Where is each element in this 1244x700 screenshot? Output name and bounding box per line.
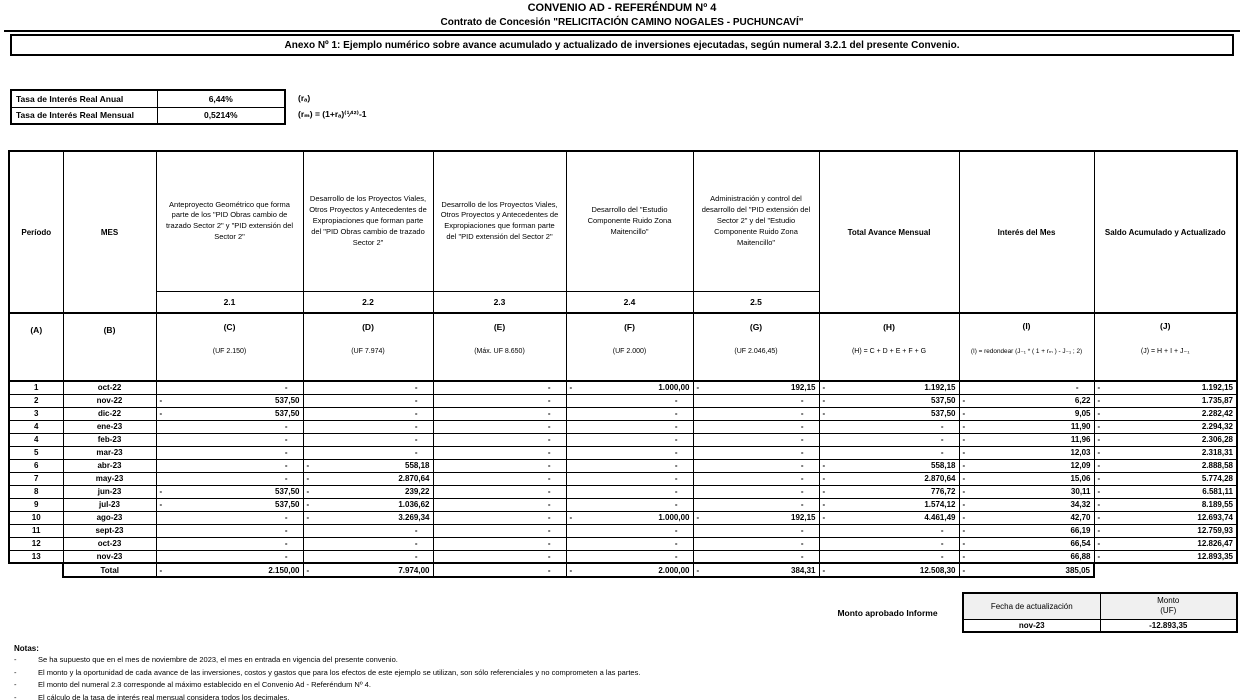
cell-f: - 1.000,00 <box>566 511 693 524</box>
col-header-j: Saldo Acumulado y Actualizado <box>1094 151 1237 313</box>
approved-amount-data-row <box>963 619 1237 632</box>
cell-c: - 537,50 <box>156 485 303 498</box>
table-row <box>9 446 1237 459</box>
col-header-c: Anteproyecto Geométrico que forma parte de los "PID Obras cambio de trazado Sector 2" y "PID extensión del Sector 2" <box>156 151 303 291</box>
cell-c: - <box>156 381 303 394</box>
cell-j: - 2.888,58 <box>1094 459 1237 472</box>
note-text: El monto del numeral 2.3 corresponde al máximo establecido en el Convenio Ad - Referéndum Nº 4. <box>38 680 371 690</box>
cell-mes: ene-23 <box>63 420 156 433</box>
rate-row-annual <box>11 90 285 107</box>
cell-e: - <box>433 511 566 524</box>
cell-j: - 2.318,31 <box>1094 446 1237 459</box>
title-divider <box>4 30 1240 32</box>
cell-i: - 11,90 <box>959 420 1094 433</box>
note-item <box>14 668 1114 677</box>
cell-j: - 8.189,55 <box>1094 498 1237 511</box>
cell-f: - 1.000,00 <box>566 381 693 394</box>
cell-c: - <box>156 537 303 550</box>
rate-symbol-annual: (rₐ) <box>298 92 311 103</box>
cell-e: - <box>433 459 566 472</box>
cell-i: - 11,96 <box>959 433 1094 446</box>
cell-c: - <box>156 472 303 485</box>
cell-h: - <box>819 550 959 563</box>
cell-i: - 66,19 <box>959 524 1094 537</box>
letter-cell-mes: (B) <box>63 313 156 381</box>
cell-d: - 558,18 <box>303 459 433 472</box>
cell-i: - 66,88 <box>959 550 1094 563</box>
cell-g: - <box>693 446 819 459</box>
total-e: - <box>433 563 566 577</box>
rate-label-monthly: Tasa de Interés Real Mensual <box>11 107 157 124</box>
cell-i: - 9,05 <box>959 407 1094 420</box>
cell-c: - <box>156 524 303 537</box>
letter-cell-d: (D) (UF 7.974) <box>303 313 433 381</box>
cell-periodo: 3 <box>9 407 63 420</box>
total-label: Total <box>63 563 156 577</box>
approved-amount-table <box>962 592 1238 633</box>
cell-f: - <box>566 537 693 550</box>
cell-g: - <box>693 524 819 537</box>
cell-f: - <box>566 433 693 446</box>
total-i: - 385,05 <box>959 563 1094 577</box>
cell-j: - 2.294,32 <box>1094 420 1237 433</box>
letter-cell-e: (E) (Máx. UF 8.650) <box>433 313 566 381</box>
cell-periodo: 5 <box>9 446 63 459</box>
interest-rates-table <box>10 89 286 125</box>
rate-row-monthly <box>11 107 285 124</box>
cell-i: - 30,11 <box>959 485 1094 498</box>
cell-e: - <box>433 498 566 511</box>
cell-c: - <box>156 446 303 459</box>
cell-mes: sept-23 <box>63 524 156 537</box>
cell-g: - <box>693 498 819 511</box>
cell-i: - 34,32 <box>959 498 1094 511</box>
cell-periodo: 12 <box>9 537 63 550</box>
cell-i: - 42,70 <box>959 511 1094 524</box>
col-header-g: Administración y control del desarrollo del "PID extensión del Sector 2" y del "Estudio Componente Ruido Zona Maitencillo" <box>693 151 819 291</box>
cell-d: - <box>303 550 433 563</box>
header-row-descriptions <box>9 151 1237 291</box>
cell-g: - <box>693 394 819 407</box>
table-row <box>9 459 1237 472</box>
col-header-i: Interés del Mes <box>959 151 1094 313</box>
letter-cell-h: (H) (H) = C + D + E + F + G <box>819 313 959 381</box>
approved-amount-header-row <box>963 593 1237 619</box>
table-row <box>9 394 1237 407</box>
cell-f: - <box>566 446 693 459</box>
note-text: Se ha supuesto que en el mes de noviembre de 2023, el mes en entrada en vigencia del presente convenio. <box>38 655 398 664</box>
note-bullet: - <box>14 655 17 664</box>
cell-f: - <box>566 459 693 472</box>
cell-h: - 2.870,64 <box>819 472 959 485</box>
note-item <box>14 693 1114 700</box>
table-row <box>9 498 1237 511</box>
cell-h: - 558,18 <box>819 459 959 472</box>
cell-d: - <box>303 433 433 446</box>
cell-mes: nov-23 <box>63 550 156 563</box>
cell-i: - <box>959 381 1094 394</box>
amount-header: Monto (UF) <box>1100 593 1237 619</box>
cell-c: - <box>156 511 303 524</box>
cell-c: - <box>156 433 303 446</box>
cell-d: - <box>303 420 433 433</box>
cell-d: - <box>303 381 433 394</box>
cell-j: - 12.893,35 <box>1094 550 1237 563</box>
cell-periodo: 1 <box>9 381 63 394</box>
cell-c: - <box>156 420 303 433</box>
total-empty-cell <box>1094 563 1237 577</box>
cell-e: - <box>433 381 566 394</box>
cell-d: - <box>303 537 433 550</box>
table-row <box>9 537 1237 550</box>
table-row <box>9 524 1237 537</box>
cell-j: - 1.192,15 <box>1094 381 1237 394</box>
cell-i: - 12,09 <box>959 459 1094 472</box>
table-row <box>9 472 1237 485</box>
total-c: - 2.150,00 <box>156 563 303 577</box>
cell-mes: oct-22 <box>63 381 156 394</box>
numeral-2.5: 2.5 <box>693 291 819 313</box>
numeral-2.2: 2.2 <box>303 291 433 313</box>
cell-e: - <box>433 472 566 485</box>
cell-f: - <box>566 524 693 537</box>
cell-g: - <box>693 420 819 433</box>
total-g: - 384,31 <box>693 563 819 577</box>
note-text: El monto y la oportunidad de cada avance de las inversiones, costos y gastos que para los efectos de este ejemplo se utilizan, son sólo referenciales y no comprometen a las partes. <box>38 667 641 677</box>
cell-mes: jul-23 <box>63 498 156 511</box>
cell-f: - <box>566 394 693 407</box>
cell-i: - 12,03 <box>959 446 1094 459</box>
total-empty-cell <box>9 563 63 577</box>
cell-g: - 192,15 <box>693 511 819 524</box>
cell-h: - <box>819 433 959 446</box>
cell-periodo: 9 <box>9 498 63 511</box>
cell-periodo: 10 <box>9 511 63 524</box>
col-header-h: Total Avance Mensual <box>819 151 959 313</box>
cell-periodo: 4 <box>9 433 63 446</box>
total-f: - 2.000,00 <box>566 563 693 577</box>
cell-periodo: 11 <box>9 524 63 537</box>
note-bullet: - <box>14 680 17 690</box>
cell-mes: may-23 <box>63 472 156 485</box>
document-title: CONVENIO AD - REFERÉNDUM Nº 4 <box>527 2 717 14</box>
cell-i: - 15,06 <box>959 472 1094 485</box>
cell-j: - 2.306,28 <box>1094 433 1237 446</box>
note-item <box>14 655 1114 664</box>
cell-j: - 1.735,87 <box>1094 394 1237 407</box>
update-date-header: Fecha de actualización <box>963 593 1100 619</box>
letter-cell-g: (G) (UF 2.046,45) <box>693 313 819 381</box>
cell-mes: abr-23 <box>63 459 156 472</box>
cell-mes: feb-23 <box>63 433 156 446</box>
note-text: El cálculo de la tasa de interés real mensual considera todos los decimales. <box>38 692 290 700</box>
header-row-letters <box>9 313 1237 381</box>
cell-g: - <box>693 485 819 498</box>
numeral-2.4: 2.4 <box>566 291 693 313</box>
rate-formula-monthly: (rₘ) = (1+rₐ)⁽¹⁄¹²⁾-1 <box>298 109 367 119</box>
cell-h: - <box>819 420 959 433</box>
cell-d: - <box>303 524 433 537</box>
cell-e: - <box>433 550 566 563</box>
note-bullet: - <box>14 692 17 700</box>
cell-periodo: 8 <box>9 485 63 498</box>
cell-c: - 537,50 <box>156 394 303 407</box>
cell-e: - <box>433 394 566 407</box>
approved-amount-label: Monto aprobado Informe <box>837 608 938 618</box>
cell-periodo: 6 <box>9 459 63 472</box>
cell-periodo: 13 <box>9 550 63 563</box>
notes-section <box>14 644 1114 700</box>
cell-d: - 1.036,62 <box>303 498 433 511</box>
table-row <box>9 381 1237 394</box>
table-row <box>9 433 1237 446</box>
cell-i: - 66,54 <box>959 537 1094 550</box>
col-header-e: Desarrollo de los Proyectos Viales, Otros Proyectos y Antecedentes de Expropiaciones que forman parte del "PID extensión del Sector 2" <box>433 151 566 291</box>
cell-periodo: 7 <box>9 472 63 485</box>
cell-e: - <box>433 407 566 420</box>
letter-cell-j: (J) (J) = H + I + J₋₁ <box>1094 313 1237 381</box>
investment-progress-table <box>8 150 1238 578</box>
cell-h: - <box>819 524 959 537</box>
cell-j: - 2.282,42 <box>1094 407 1237 420</box>
letter-cell-c: (C) (UF 2.150) <box>156 313 303 381</box>
cell-g: - <box>693 433 819 446</box>
cell-g: - <box>693 550 819 563</box>
letter-cell-i: (I) (I) = redondear (J₋₁ * ( 1 + rₘ ) - J₋₁ ; 2) <box>959 313 1094 381</box>
cell-periodo: 4 <box>9 420 63 433</box>
cell-mes: ago-23 <box>63 511 156 524</box>
table-row <box>9 485 1237 498</box>
cell-c: - <box>156 459 303 472</box>
cell-mes: nov-22 <box>63 394 156 407</box>
cell-h: - 4.461,49 <box>819 511 959 524</box>
cell-c: - <box>156 550 303 563</box>
cell-periodo: 2 <box>9 394 63 407</box>
document-subtitle: Contrato de Concesión "RELICITACIÓN CAMINO NOGALES - PUCHUNCAVÍ" <box>440 17 804 28</box>
cell-e: - <box>433 446 566 459</box>
numeral-2.3: 2.3 <box>433 291 566 313</box>
cell-d: - 2.870,64 <box>303 472 433 485</box>
cell-f: - <box>566 407 693 420</box>
cell-c: - 537,50 <box>156 498 303 511</box>
cell-h: - 776,72 <box>819 485 959 498</box>
col-header-periodo: Período <box>9 151 63 313</box>
cell-g: - 192,15 <box>693 381 819 394</box>
amount-value: -12.893,35 <box>1100 619 1237 632</box>
cell-j: - 5.774,28 <box>1094 472 1237 485</box>
cell-d: - <box>303 446 433 459</box>
cell-g: - <box>693 407 819 420</box>
cell-h: - <box>819 537 959 550</box>
letter-cell-periodo: (A) <box>9 313 63 381</box>
cell-d: - <box>303 407 433 420</box>
cell-j: - 12.826,47 <box>1094 537 1237 550</box>
notes-title: Notas: <box>14 644 39 653</box>
cell-j: - 12.693,74 <box>1094 511 1237 524</box>
table-row <box>9 550 1237 563</box>
cell-h: - 1.192,15 <box>819 381 959 394</box>
col-header-d: Desarrollo de los Proyectos Viales, Otros Proyectos y Antecedentes de Expropiaciones que forman parte del "PID Obras cambio de trazado Sector 2" <box>303 151 433 291</box>
total-d: - 7.974,00 <box>303 563 433 577</box>
note-item <box>14 680 1114 689</box>
cell-f: - <box>566 498 693 511</box>
note-bullet: - <box>14 667 17 677</box>
cell-e: - <box>433 537 566 550</box>
cell-h: - 1.574,12 <box>819 498 959 511</box>
rate-formulas <box>298 89 367 123</box>
cell-c: - 537,50 <box>156 407 303 420</box>
table-row <box>9 420 1237 433</box>
cell-g: - <box>693 472 819 485</box>
annex-note-box: Anexo Nº 1: Ejemplo numérico sobre avance acumulado y actualizado de inversiones ejecutadas, según numeral 3.2.1 del presente Convenio. <box>10 34 1234 56</box>
cell-d: - <box>303 394 433 407</box>
cell-d: - 3.269,34 <box>303 511 433 524</box>
table-row <box>9 511 1237 524</box>
letter-cell-f: (F) (UF 2.000) <box>566 313 693 381</box>
rate-value-annual: 6,44% <box>157 90 285 107</box>
col-header-mes: MES <box>63 151 156 313</box>
cell-f: - <box>566 420 693 433</box>
cell-e: - <box>433 485 566 498</box>
total-h: - 12.508,30 <box>819 563 959 577</box>
cell-mes: dic-22 <box>63 407 156 420</box>
cell-h: - 537,50 <box>819 407 959 420</box>
total-row <box>9 563 1237 577</box>
cell-i: - 6,22 <box>959 394 1094 407</box>
table-row <box>9 407 1237 420</box>
rate-label-annual: Tasa de Interés Real Anual <box>11 90 157 107</box>
cell-e: - <box>433 420 566 433</box>
cell-e: - <box>433 524 566 537</box>
cell-f: - <box>566 472 693 485</box>
numeral-2.1: 2.1 <box>156 291 303 313</box>
update-date-value: nov-23 <box>963 619 1100 632</box>
cell-h: - 537,50 <box>819 394 959 407</box>
cell-mes: mar-23 <box>63 446 156 459</box>
cell-e: - <box>433 433 566 446</box>
cell-g: - <box>693 459 819 472</box>
cell-d: - 239,22 <box>303 485 433 498</box>
rate-value-monthly: 0,5214% <box>157 107 285 124</box>
cell-j: - 6.581,11 <box>1094 485 1237 498</box>
cell-mes: jun-23 <box>63 485 156 498</box>
cell-f: - <box>566 550 693 563</box>
cell-g: - <box>693 537 819 550</box>
cell-j: - 12.759,93 <box>1094 524 1237 537</box>
col-header-f: Desarrollo del "Estudio Componente Ruido Zona Maitencillo" <box>566 151 693 291</box>
cell-h: - <box>819 446 959 459</box>
cell-f: - <box>566 485 693 498</box>
cell-mes: oct-23 <box>63 537 156 550</box>
